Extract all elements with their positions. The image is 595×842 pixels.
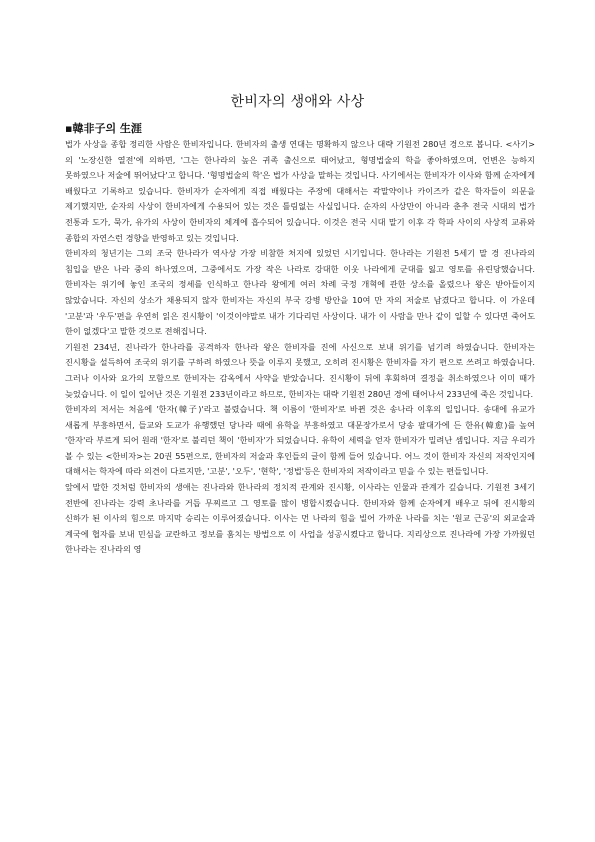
section-heading: ▪韓非子의 生涯 xyxy=(65,122,142,135)
body-text xyxy=(65,137,535,827)
paragraph-5: 앞에서 말한 것처럼 한비자의 생애는 진나라와 한나라의 정치적 관계와 진시황, 이사라는 인물과 관계가 깊습니다. 기원전 3세기 전반에 진나라는 강력 초나라를 거듭 무찌르고 그 영토를 많이 병합시켰습니다. 한비자와 함께 순자에게 배우고 뒤에 진시황의 신하가 된 이사의 힘으로 마지막 승리는 이루어졌습니다. 이사는 먼 나라의 힘을 빌어 가까운 나라를 치는 '원교 근공'의 외교술과 계국에 협자를 보내 민심을 교란하고 정보를 훔치는 방법으로 이 사업을 성공시켰다고 합니다. 지리상으로 진나라에 가장 가까웠던 한나라는 진나라의 영 xyxy=(65,482,535,555)
paragraph-3: 기원전 234년, 진나라가 한나라를 공격하자 한나라 왕은 한비자를 진에 사신으로 보내 위기를 넘기려 하였습니다. 한비자는 진시황을 설득하여 조국의 위기를 구하려 하였으나 뜻을 이루지 못했고, 오히려 진시황은 한비자를 자기 편으로 쓰려고 하였습니다. 그러나 이사와 요가의 모함으로 한비자는 감옥에서 사약을 받았습니다. 진시황이 뒤에 후회하며 결정을 취소하였으나 이미 때가 늦었습니다. 이 일이 일어난 것은 기원전 233년이라고 하므로, 한비자는 대략 기원전 280년 경에 태어나서 233년에 죽은 것입니다. xyxy=(65,341,535,399)
paragraph-1: 법가 사상을 종합 정리한 사람은 한비자입니다. 한비자의 출생 연대는 명확하지 않으나 대략 기원전 280년 경으로 봅니다. <사기>의 '노장신한 열전'에 의하면, '그는 한나라의 높은 귀족 출신으로 태어났고, 형명법술의 학을 좋아하였으며, 언변은 능하지 못하였으나 저술에 뛰어났다'고 합니다. '형명법술의 학'은 법가 사상을 말하는 것입니다. 사기에서는 한비자가 이사와 함께 순자에게 배웠다고 기록하고 있습니다. 한비자가 순자에게 직접 배웠다는 주장에 대해서는 곽말약이나 카이즈카 같은 학자들이 의문을 제기했지만, 순자의 사상이 한비자에게 수용되어 있는 것은 틀림없는 사실입니다. 순자의 사상만이 아니라 춘추 전국 시대의 법가 전통과 도가, 묵가, 유가의 사상이 한비자의 체계에 흡수되어 있습니다. 이것은 전국 시대 말기 이후 각 학파 사이의 사상적 교류와 종합의 자연스런 경향을 반영하고 있는 것입니다. xyxy=(65,139,535,243)
paragraph-2: 한비자의 청년기는 그의 조국 한나라가 역사상 가장 비참한 처지에 있었던 시기입니다. 한나라는 기원전 5세기 말 경 진나라의 침입을 받은 나라 중의 하나였으며, 그중에서도 가장 작은 나라로 강대한 이웃 나라에게 군대를 잃고 영토를 유린당했습니다. 한비자는 위기에 놓인 조국의 정세를 인식하고 한나라 왕에게 여러 차례 국정 개혁에 관한 상소를 올렸으나 왕은 받아들이지 않았습니다. 자신의 상소가 채용되지 않자 한비자는 자신의 부국 강병 방안을 10여 만 자의 저술로 남겼다고 합니다. 이 가운데 '고분'과 '우두'편을 우연히 읽은 진시황이 '이것이야말로 내가 기다리던 사상이다. 내가 이 사람을 만나 같이 일할 수 있다면 죽어도 한이 없겠다'고 말한 것으로 전해집니다. xyxy=(65,248,535,337)
document-title: 한비자의 생애와 사상 xyxy=(230,94,365,110)
paragraph-4: 한비자의 저서는 처음에 '한자(韓子)'라고 불렸습니다. 책 이름이 '한비자'로 바뀐 것은 송나라 이후의 일입니다. 송대에 유교가 새롭게 부흥하면서, 들교와 도교가 유행했던 당나라 때에 유학을 부흥하였고 대문장가로서 당송 팔대가에 든 한유(韓愈)를 높여 '한자'라 부르게 되어 원래 '한자'로 불리던 책이 '한비자'가 되었습니다. 유학이 세력을 얻자 한비자가 밀려난 셈입니다. 지금 우리가 볼 수 있는 <한비자>는 20권 55편으로, 한비자의 저술과 후인들의 글이 함께 들어 있습니다. 어느 것이 한비자 자신의 저작인지에 대해서는 학자에 따라 의견이 다르지만, '고분', '오두', '현학', '정법'등은 한비자의 저작이라고 믿을 수 있는 편들입니다. xyxy=(65,404,535,477)
